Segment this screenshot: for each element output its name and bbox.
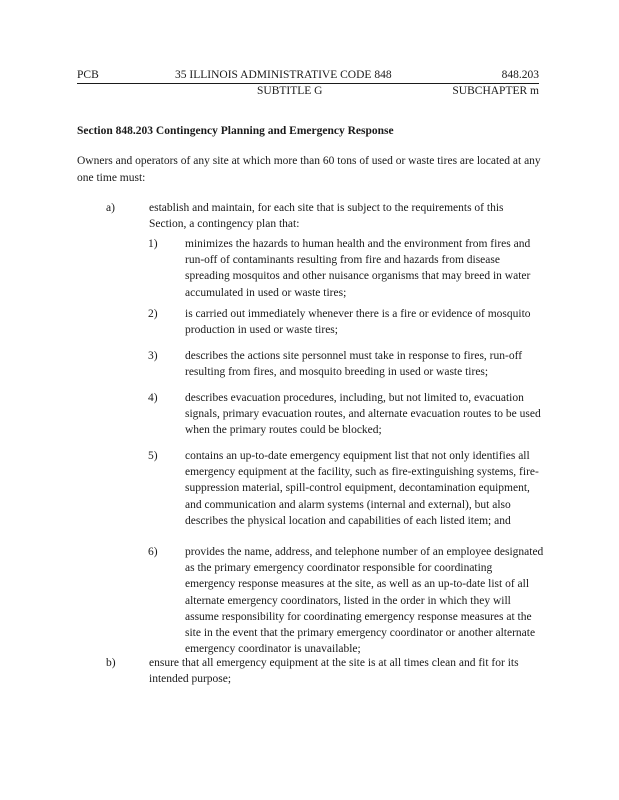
section-title: Section 848.203 Contingency Planning and Emergency Response <box>77 125 394 137</box>
subitem-2-text: is carried out immediately whenever there is a fire or evidence of mosquito production in used or waste tires; <box>185 308 531 337</box>
subitem-1-text: minimizes the hazards to human health and the environment from fires and run-off of contaminants resulting from fire and hazards from disease spreading mosquitos and other nuisance organisms that may breed in water accumulated in used or waste tires; <box>185 238 531 299</box>
item-b-label: b) <box>106 657 116 669</box>
subitem-6-label: 6) <box>148 546 158 558</box>
subitem-4-text: describes evacuation procedures, including, but not limited to, evacuation signals, primary evacuation routes, and alternate evacuation routes to be used when the primary routes could be blocked; <box>185 392 541 437</box>
subitem-3-text: describes the actions site personnel must take in response to fires, run-off resulting from fires, and mosquito breeding in used or waste tires; <box>185 350 523 379</box>
subitem-6-text: provides the name, address, and telephone number of an employee designated as the primary emergency coordinator responsible for coordinating emergency response measures at the site, as well as an up-to-date list of all alternate emergency coordinators, listed in the order in which they will assume responsibility for coordinating emergency response measures at the site in the event that the primary emergency coordinator or another alternate emergency coordinator is unavailable; <box>185 546 544 656</box>
subitem-4-label: 4) <box>148 392 158 404</box>
header-section-number: 848.203 <box>501 69 539 81</box>
section-intro: Owners and operators of any site at which more than 60 tons of used or waste tires are located at any one time must: <box>77 155 541 184</box>
subitem-2-label: 2) <box>148 308 158 320</box>
header-subchapter: SUBCHAPTER m <box>452 85 539 97</box>
header-code-title: 35 ILLINOIS ADMINISTRATIVE CODE 848 <box>175 69 392 81</box>
subitem-5-text: contains an up-to-date emergency equipment list that not only identifies all emergency equipment at the facility, such as fire-extinguishing systems, fire-suppression material, spill-control equipment, decontamination equipment, and communication and alarm systems (internal and external), but also describes the physical location and capabilities of each listed item; and <box>185 450 539 527</box>
header-subtitle: SUBTITLE G <box>257 85 323 97</box>
item-a-text: establish and maintain, for each site that is subject to the requirements of this Section, a contingency plan that: <box>149 202 504 231</box>
subitem-3-label: 3) <box>148 350 158 362</box>
item-b-text: ensure that all emergency equipment at the site is at all times clean and fit for its intended purpose; <box>149 657 519 686</box>
item-a-label: a) <box>106 202 115 214</box>
running-subheader <box>77 84 539 99</box>
subitem-1-label: 1) <box>148 238 158 250</box>
subitem-5-label: 5) <box>148 450 158 462</box>
header-agency: PCB <box>77 69 99 81</box>
running-header <box>77 68 539 84</box>
